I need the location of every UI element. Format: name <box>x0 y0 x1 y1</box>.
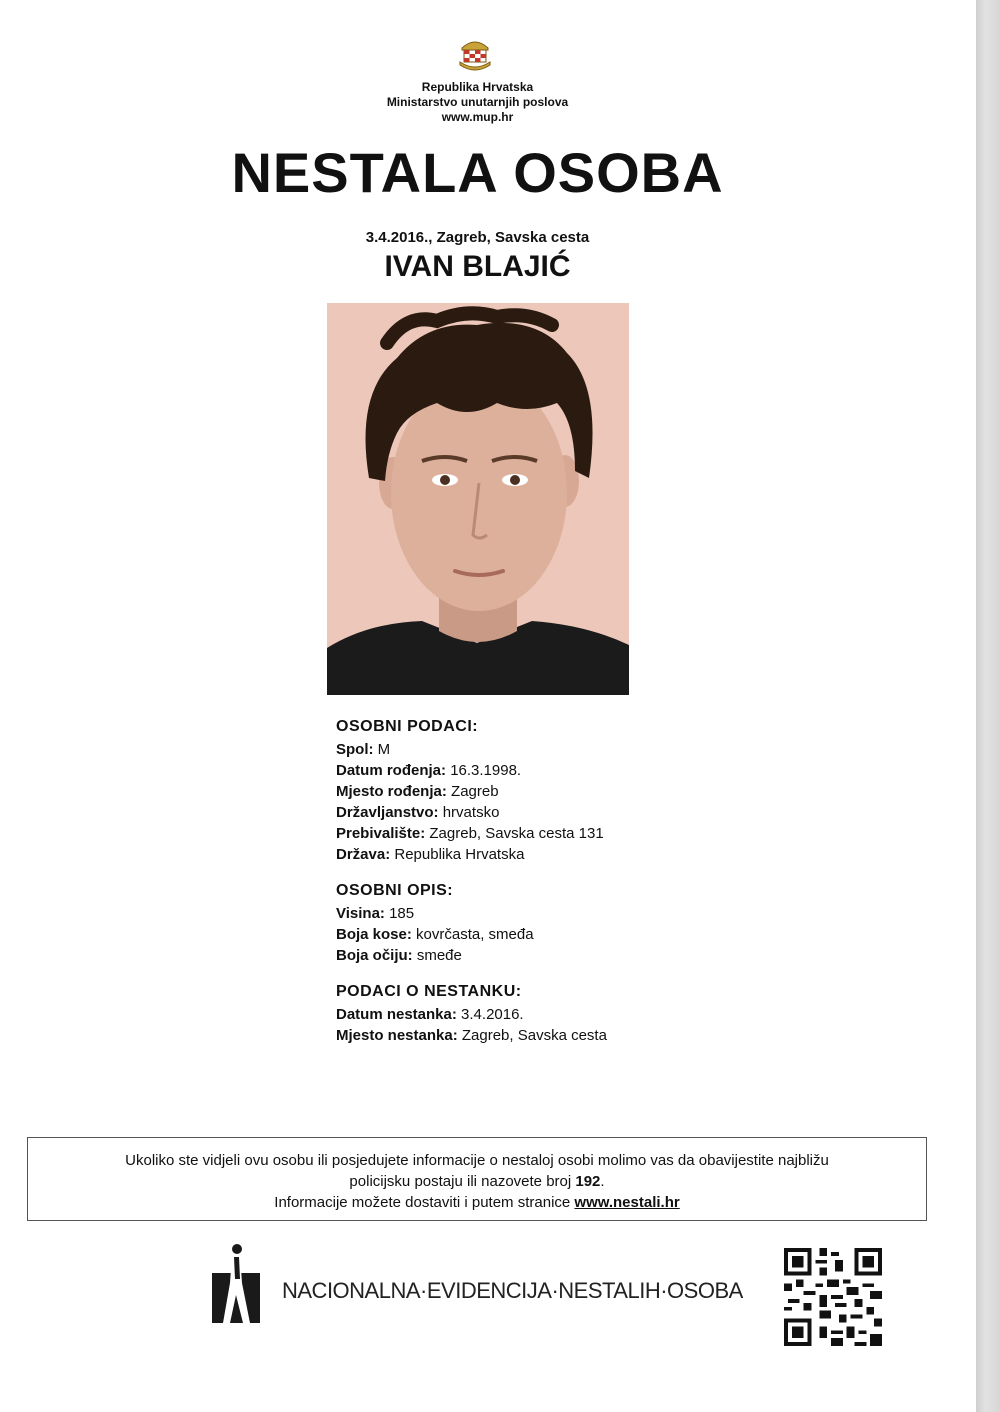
section-title-disappearance: PODACI O NESTANKU: <box>336 983 522 1000</box>
detail-value: Zagreb <box>451 783 499 800</box>
org-name-logo-text: NACIONALNA·EVIDENCIJA·NESTALIH·OSOBA <box>282 1278 743 1303</box>
notice-line-1: Ukoliko ste vidjeli ovu osobu ili posjedujete informacije o nestaloj osobi molimo vas da obavijestite najbližu <box>125 1152 829 1169</box>
detail-row <box>336 1004 936 1025</box>
description-section <box>336 880 936 966</box>
detail-label: Mjesto rođenja: <box>336 783 447 800</box>
detail-label: Boja kose: <box>336 926 412 943</box>
detail-label: Mjesto nestanka: <box>336 1027 458 1044</box>
detail-value: smeđe <box>416 947 462 964</box>
contact-notice-box <box>27 1137 927 1221</box>
detail-row <box>336 1025 936 1046</box>
detail-label: Datum nestanka: <box>336 1006 457 1023</box>
person-name: IVAN BLAJIĆ <box>384 250 571 283</box>
detail-row <box>336 945 936 966</box>
detail-row <box>336 781 936 802</box>
detail-row <box>336 823 936 844</box>
notice-line-3: Informacije možete dostaviti i putem stranice www.nestali.hr <box>274 1194 680 1211</box>
detail-label: Država: <box>336 846 391 863</box>
detail-row <box>336 739 936 760</box>
coat-of-arms-logo <box>456 38 494 74</box>
page-title: NESTALA OSOBA <box>231 141 724 204</box>
detail-value: 185 <box>389 905 415 922</box>
detail-value: Zagreb, Savska cesta 131 <box>429 825 604 842</box>
detail-label: Državljanstvo: <box>336 804 439 821</box>
header-country: Republika Hrvatska <box>421 80 534 94</box>
person-photo <box>327 303 629 695</box>
detail-label: Boja očiju: <box>336 947 413 964</box>
walking-person-logo <box>210 1243 262 1325</box>
date-place-subtitle: 3.4.2016., Zagreb, Savska cesta <box>365 229 590 246</box>
details-block <box>336 716 936 1046</box>
detail-value: 3.4.2016. <box>461 1006 524 1023</box>
detail-value: hrvatsko <box>442 804 500 821</box>
header-website[interactable]: www.mup.hr <box>441 110 514 124</box>
detail-label: Datum rođenja: <box>336 762 447 779</box>
detail-row <box>336 802 936 823</box>
detail-row <box>336 903 936 924</box>
detail-row <box>336 760 936 781</box>
phone-number[interactable]: 192 <box>575 1173 601 1190</box>
personal-data-section <box>336 716 936 865</box>
section-title-personal: OSOBNI PODACI: <box>336 718 479 735</box>
detail-value: kovrčasta, smeđa <box>416 926 534 943</box>
detail-value: Republika Hrvatska <box>394 846 525 863</box>
detail-value: Zagreb, Savska cesta <box>461 1027 607 1044</box>
nestali-link[interactable]: www.nestali.hr <box>574 1194 680 1211</box>
detail-label: Spol: <box>336 741 374 758</box>
page-edge-shadow <box>976 0 1000 1412</box>
detail-row <box>336 924 936 945</box>
detail-value: M <box>377 741 391 758</box>
disappearance-section <box>336 981 936 1046</box>
detail-label: Prebivalište: <box>336 825 426 842</box>
detail-label: Visina: <box>336 905 385 922</box>
notice-line-2: policijsku postaju ili nazovete broj 192. <box>349 1173 605 1190</box>
detail-value: 16.3.1998. <box>450 762 522 779</box>
section-title-description: OSOBNI OPIS: <box>336 882 454 899</box>
detail-row <box>336 844 936 865</box>
qr-code[interactable] <box>784 1248 882 1346</box>
header-ministry: Ministarstvo unutarnjih poslova <box>386 95 569 109</box>
